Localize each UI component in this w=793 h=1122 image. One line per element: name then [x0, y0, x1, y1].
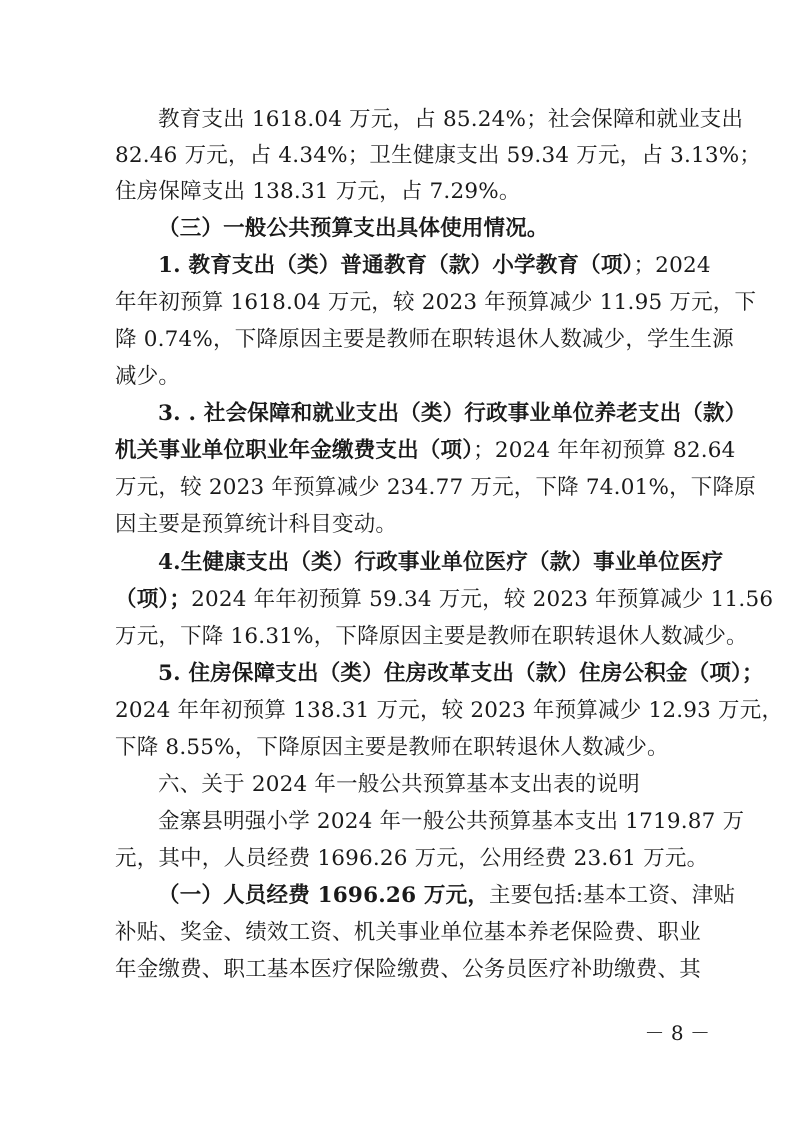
- paragraph-line: [158, 881, 736, 911]
- paragraph-line: 减少。: [115, 364, 181, 389]
- paragraph-line: [115, 585, 774, 615]
- item-title: （项）；: [115, 587, 192, 612]
- paragraph-line: 万元，下降 16.31%，下降原因主要是教师在职转退休人数减少。: [115, 624, 748, 649]
- item-text: 2024 年年初预算 59.34 万元，较 2023 年预算减少 11.56: [191, 587, 774, 612]
- paragraph-line: 教育支出 1618.04 万元，占 85.24%；社会保障和就业支出: [158, 107, 744, 132]
- item-title: 5. 住房保障支出（类）住房改革支出（款）住房公积金（项）；: [158, 661, 764, 686]
- item-title: 4.生健康支出（类）行政事业单位医疗（款）事业单位医疗: [158, 550, 724, 575]
- paragraph-line: 因主要是预算统计科目变动。: [115, 512, 398, 537]
- item-title: 3. . 社会保障和就业支出（类）行政事业单位养老支出（款）: [158, 401, 747, 426]
- item-title: 1. 教育支出（类）普通教育（款）小学教育（项）: [158, 253, 634, 278]
- section-heading: 六、关于 2024 年一般公共预算基本支出表的说明: [158, 772, 640, 797]
- paragraph-line: 2024 年年初预算 138.31 万元，较 2023 年预算减少 12.93 万元，: [115, 698, 784, 723]
- paragraph-line: 金寨县明强小学 2024 年一般公共预算基本支出 1719.87 万: [158, 809, 745, 834]
- item-text: ；2024 年年初预算 82.64: [473, 438, 736, 463]
- item-title: 机关事业单位职业年金缴费支出（项）: [115, 438, 474, 463]
- paragraph-line: 万元，较 2023 年预算减少 234.77 万元，下降 74.01%，下降原: [115, 475, 756, 500]
- item-text: 主要包括:基本工资、津贴: [489, 883, 736, 908]
- paragraph-line: 降 0.74%，下降原因主要是教师在职转退休人数减少，学生生源: [115, 327, 734, 352]
- paragraph-line: 元，其中，人员经费 1696.26 万元，公用经费 23.61 万元。: [115, 846, 709, 871]
- paragraph-line: [115, 436, 736, 466]
- paragraph-line: 82.46 万元，占 4.34%；卫生健康支出 59.34 万元，占 3.13%；: [115, 143, 762, 168]
- paragraph-line: 年年初预算 1618.04 万元，较 2023 年预算减少 11.95 万元，下: [115, 290, 757, 315]
- paragraph-line: 年金缴费、职工基本医疗保险缴费、公务员医疗补助缴费、其: [115, 957, 701, 982]
- item-text: ；2024: [633, 253, 711, 278]
- section-heading: （三）一般公共预算支出具体使用情况。: [158, 216, 549, 241]
- page-number: － 8 －: [644, 1021, 710, 1045]
- paragraph-line: 下降 8.55%，下降原因主要是教师在职转退休人数减少。: [115, 735, 669, 760]
- paragraph-line: 住房保障支出 138.31 万元，占 7.29%。: [115, 179, 521, 204]
- paragraph-line: 补贴、奖金、绩效工资、机关事业单位基本养老保险费、职业: [115, 920, 701, 945]
- item-title: （一）人员经费 1696.26 万元，: [158, 883, 490, 908]
- paragraph-line: [158, 251, 711, 281]
